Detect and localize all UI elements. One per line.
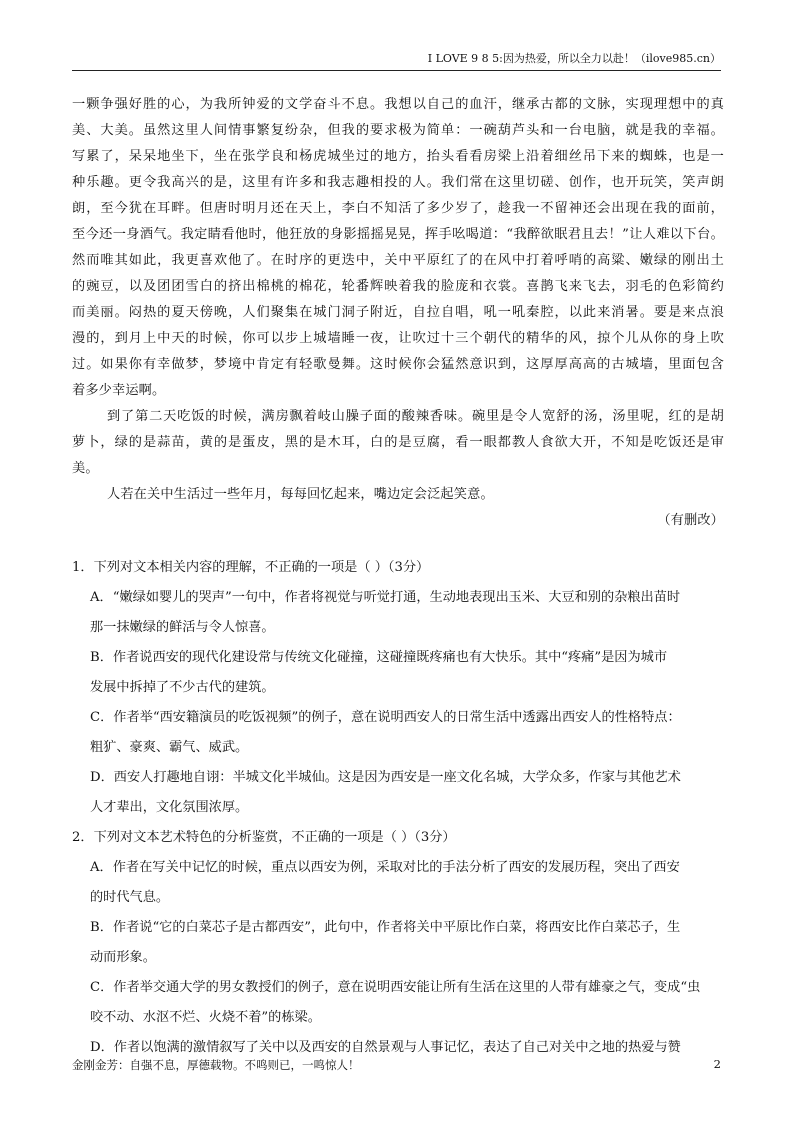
passage-line: 一颗争强好胜的心，为我所钟爱的文学奋斗不息。我想以自己的血汗，继承古都的文脉，实现理想中的真 (72, 97, 724, 112)
option-line: 粗犷、豪爽、霸气、威武。 (90, 740, 249, 755)
passage-line: 着多少幸运啊。 (72, 383, 166, 398)
option-line: 咬不动、水沤不烂、火烧不着”的栋梁。 (90, 1010, 321, 1025)
question-list (72, 553, 724, 1063)
passage-line: 写累了，呆呆地坐下，坐在张学良和杨虎城坐过的地方，抬头看看房梁上沿着细丝吊下来的蜘蛛，也是一 (72, 149, 724, 164)
page-header: I LOVE 9 8 5:因为热爱，所以全力以赴！（ilove985.cn） (427, 52, 721, 65)
question-1 (72, 553, 724, 823)
passage-line: 萝卜，绿的是蒜苗，黄的是蛋皮，黑的是木耳，白的是豆腐，看一眼都教人食欲大开，不知是吃饭还是审 (72, 435, 724, 450)
footer-motto: 金刚金芳：自强不息，厚德载物。不鸣则已，一鸣惊人！ (72, 1058, 360, 1072)
passage-line: 人若在关中生活过一些年月，每每回忆起来，嘴边定会泛起笑意。 (107, 487, 494, 502)
source-note: （有删改） (657, 513, 724, 528)
passage-line: 美、大美。虽然这里人间情事繁复纷杂，但我的要求极为简单：一碗葫芦头和一台电脑，就是我的幸福。 (72, 123, 724, 138)
option-line: C．作者举“西安籍演员的吃饭视频”的例子，意在说明西安人的日常生活中透露出西安人的性格特点： (90, 710, 681, 725)
option-line: D．西安人打趣地自诩：半城文化半城仙。这是因为西安是一座文化名城，大学众多，作家与其他艺术 (90, 770, 681, 785)
option-line: 动而形象。 (90, 950, 156, 965)
question-2 (72, 823, 724, 1063)
paragraph-3 (72, 482, 724, 508)
passage-line: 然而唯其如此，我更喜欢他了。在时序的更迭中，关中平原红了的在风中打着呼哨的高粱、嫩绿的刚出土 (72, 253, 724, 268)
passage-line: 朗，至今犹在耳畔。但唐时明月还在天上，李白不知活了多少岁了，趁我一不留神还会出现在我的面前， (72, 201, 724, 216)
option-line: D．作者以饱满的激情叙写了关中以及西安的自然景观与人事记忆，表达了自己对关中之地的热爱与赞 (90, 1040, 681, 1055)
option-line: 人才辈出，文化氛围浓厚。 (90, 800, 249, 815)
passage-line: 而美丽。闷热的夏天傍晚，人们聚集在城门洞子附近，自拉自唱，吼一吼秦腔，以此来消暑。要是来点浪 (72, 305, 724, 320)
passage (72, 92, 724, 534)
option-line: C．作者举交通大学的男女教授们的例子，意在说明西安能让所有生活在这里的人带有雄豪之气，变成“虫 (90, 980, 701, 995)
option-line: A．作者在写关中记忆的时候，重点以西安为例，采取对比的手法分析了西安的发展历程，突出了西安 (90, 860, 680, 875)
passage-line: 到了第二天吃饭的时候，满房飘着岐山臊子面的酸辣香味。碗里是令人宽舒的汤，汤里呢，红的是胡 (107, 409, 724, 424)
paragraph-2 (72, 404, 724, 482)
passage-line: 的豌豆，以及团团雪白的挤出棉桃的棉花，轮番辉映着我的脸庞和衣裳。喜鹊飞来飞去，羽毛的色彩简约 (72, 279, 724, 294)
passage-line: 美。 (72, 461, 99, 476)
passage-line: 漫的，到月上中天的时候，你可以步上城墙睡一夜，让吹过十三个朝代的精华的风，掠个儿从你的身上吹 (72, 331, 724, 346)
question-stem: 1．下列对文本相关内容的理解，不正确的一项是（ ）（3分） (72, 560, 430, 575)
paragraph-1 (72, 92, 724, 404)
option-line: 的时代气息。 (90, 890, 170, 905)
option-line: B．作者说“它的白菜芯子是古都西安”，此句中，作者将关中平原比作白菜，将西安比作白菜芯子，生 (90, 920, 681, 935)
question-stem: 2．下列对文本艺术特色的分析鉴赏，不正确的一项是（ ）（3分） (72, 830, 456, 845)
passage-line: 种乐趣。更令我高兴的是，这里有许多和我志趣相投的人。我们常在这里切磋、创作，也开玩笑，笑声朗 (72, 175, 724, 190)
page-number: 2 (713, 1057, 721, 1071)
option-line: 那一抹嫩绿的鲜活与令人惊喜。 (90, 620, 275, 635)
passage-line: 至今还一身酒气。我定睛看他时，他狂放的身影摇摇晃晃，挥手吆喝道：“我醉欲眠君且去！”让人难以下台。 (72, 227, 724, 242)
passage-line: 过。如果你有幸做梦，梦境中肯定有轻歌曼舞。这时候你会猛然意识到，这厚厚高高的古城墙，里面包含 (72, 357, 724, 372)
option-line: B．作者说西安的现代化建设常与传统文化碰撞，这碰撞既疼痛也有大快乐。其中“疼痛”是因为城市 (90, 650, 668, 665)
option-line: A．“嫩绿如婴儿的哭声”一句中，作者将视觉与听觉打通，生动地表现出玉米、大豆和别的杂粮出苗时 (90, 590, 681, 605)
header-divider (72, 70, 721, 71)
option-line: 发展中拆掉了不少古代的建筑。 (90, 680, 275, 695)
